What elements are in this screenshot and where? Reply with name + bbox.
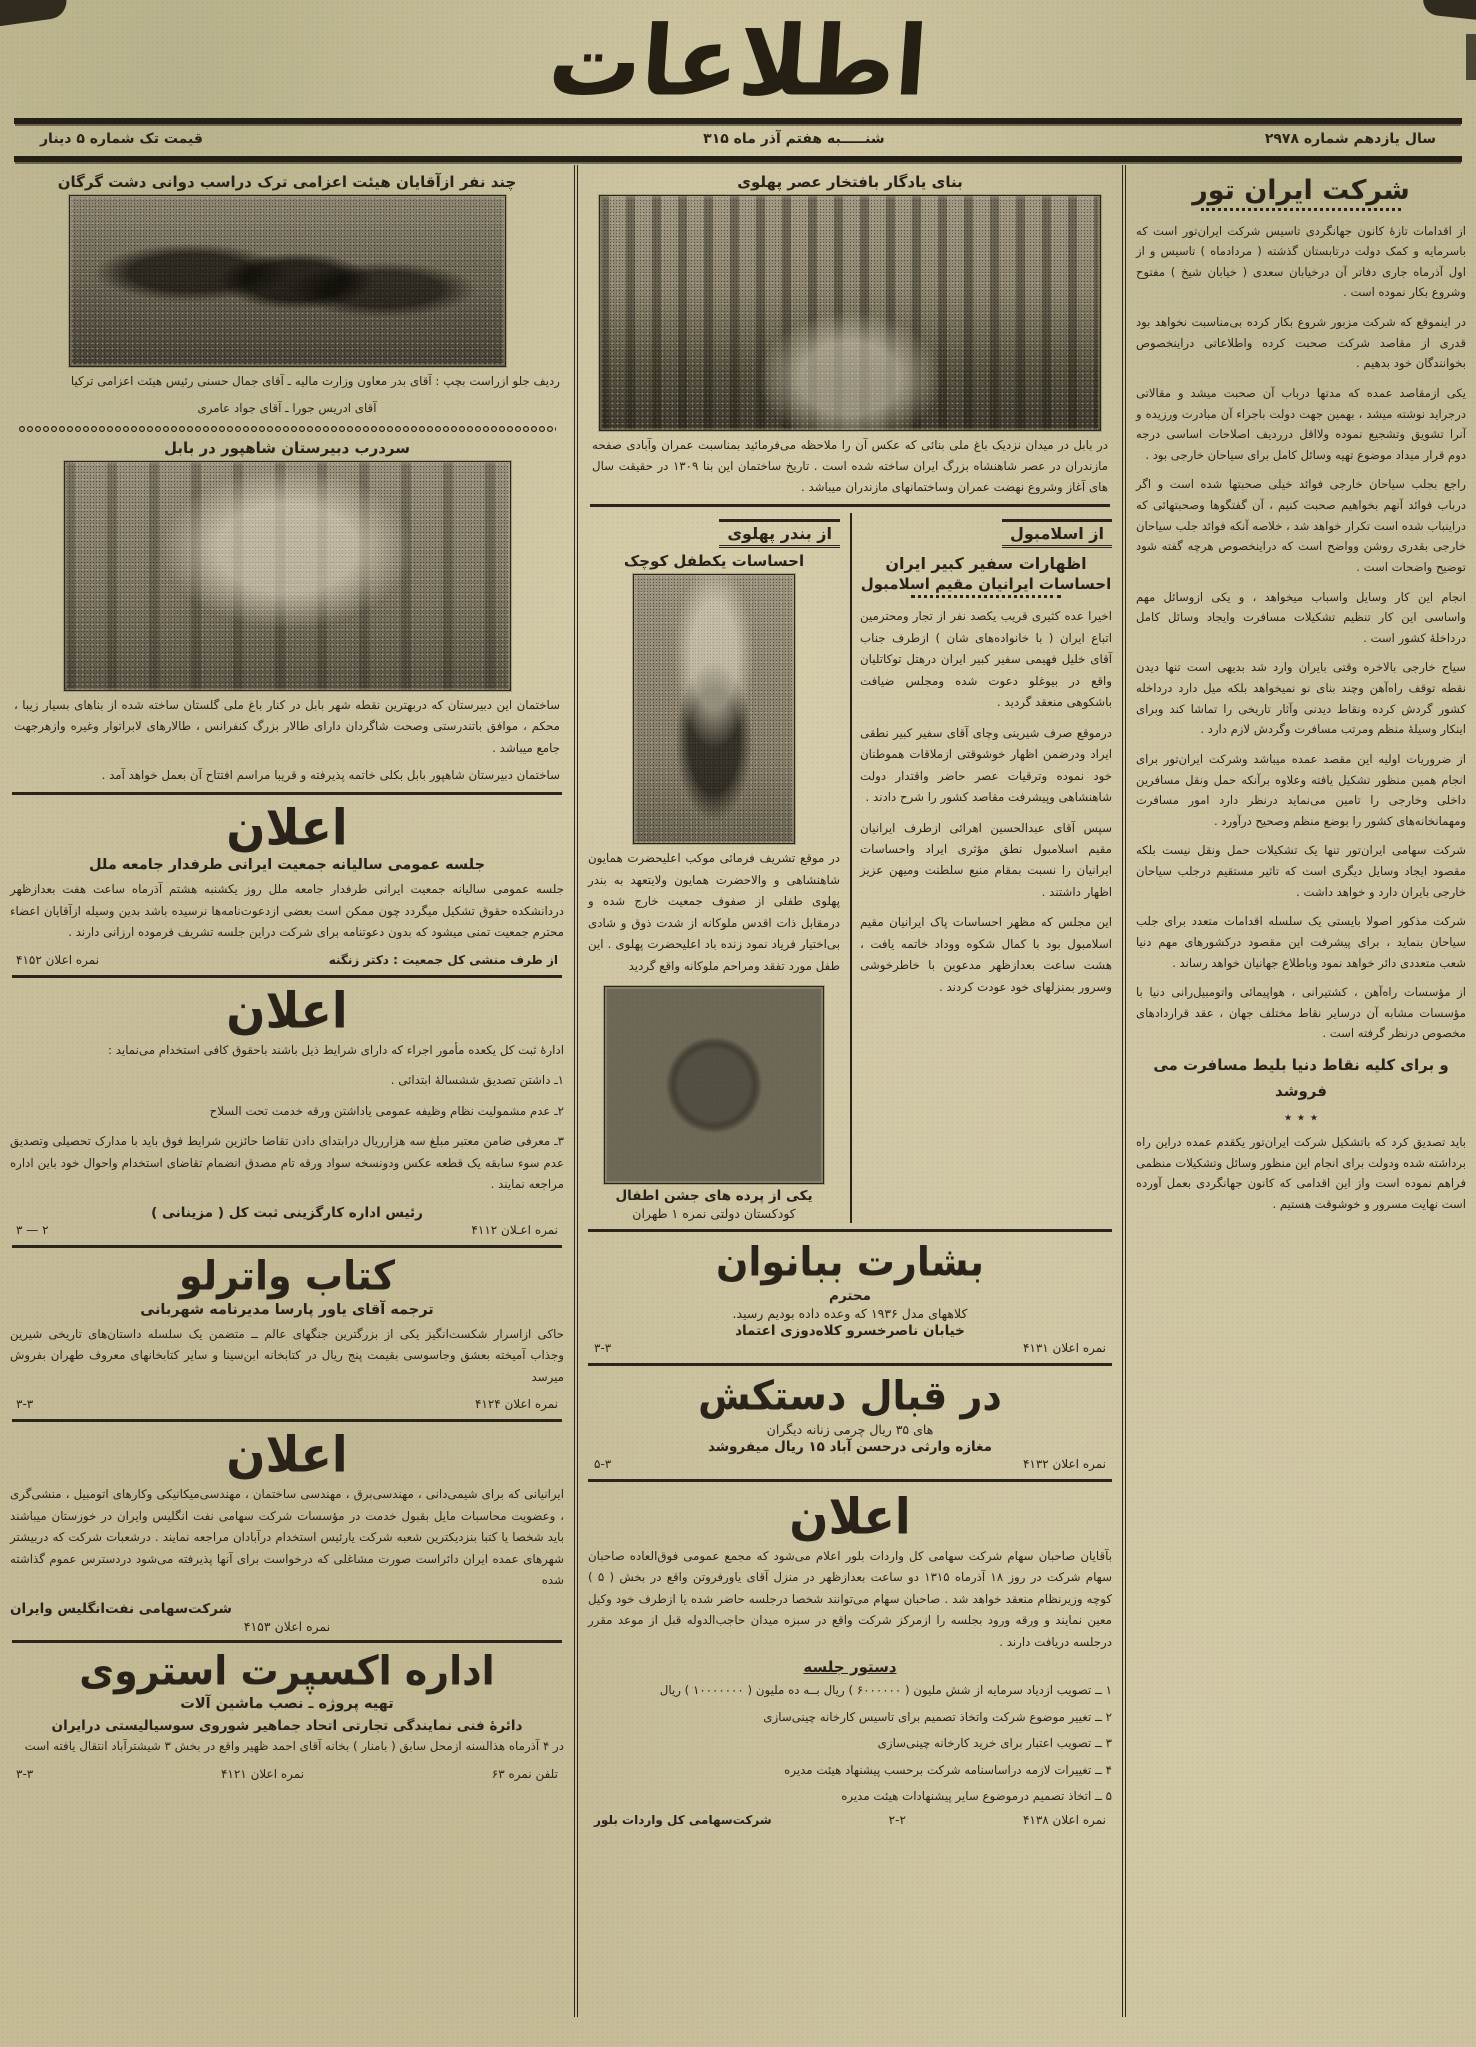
waterloo-meta xyxy=(16,1397,558,1411)
ad-glass-intro: بآقایان صاحبان سهام شرکت سهامی کل واردات بلور اعلام می‌شود که مجمع عمومی فوق‌العاده صاحبان سهام شرکت در روز ۱۸ آذرماه ۱۳۱۵ دو ساعت بعدازظهر در منزل آقای یاورفروتن واقع در بخش ( ۵ ) کوچه وزیرنظام منعقد خواهد شد . صاحبان سهام می‌توانند شخصا درجلسه حاضر شده یا ازطرف خود وکیل معین نمایند و ورقه ورود بجلسه را ازمرکز شرکت واقع در سبزه میدان حاجب‌الدوله قبل از موعد مقرر درجلسه دریافت دارند . xyxy=(588,1549,1112,1649)
istanbul-title-2: احساسات ایرانیان مقیم اسلامبول xyxy=(860,575,1112,594)
iran-tour-paragraph: شرکت مذکور اصولا بایستی یک سلسله اقدامات متعدد برای جلب سیاحان بنماید ، برای پیشرفت این مقصود درکشورهای مهم دنیا شعب متعددی دائر خواهد نمود وباطلاع جهانیان خواهد رساند . xyxy=(1136,914,1466,970)
masthead-rule-bottom xyxy=(14,156,1462,162)
ad-gloves xyxy=(588,1363,1112,1471)
announcement-meta xyxy=(16,1223,558,1237)
waterloo-title: کتاب واترلو xyxy=(179,1252,395,1300)
announcement-intro: ادارهٔ ثبت کل یکعده مأمور اجراء که دارای شرایط ذیل باشند باحقوق کافی استخدام می‌نماید : xyxy=(108,1043,564,1057)
ad-hats-line2: کلاههای مدل ۱۹۳۶ که وعده داده بودیم رسید. xyxy=(732,1305,968,1321)
iran-tour-paragraph: در اینموقع که شرکت مزبور شروع بکار کرده بی‌مناسبت نخواهد بود قدری از مقاصد شرکت صحبت کرده واطلاعاتی دراینخصوص بخوانندگان خود بدهیم . xyxy=(1136,315,1466,371)
column-iran-tour xyxy=(1126,165,1476,2017)
iran-tour-paragraph: راجع بجلب سیاحان خارجی فوائد خیلی صحبتها شده است و اگر درباب فوائد آنهم بخواهیم صحبت کنیم ، آن گفتگوها وصحبتهائی که دراینباب شده است تکرار خواهد شد ، خلاصه آنکه فوائد جلب سیاحان خارجی بقدری روشن وواضح است که دراینخصوص هرچه گفته شود توضیح واضحات است . xyxy=(1136,477,1466,574)
ad-waterloo-book xyxy=(10,1252,564,1412)
agenda-item: ۲ ــ تغییر موضوع شرکت واتخاذ تصمیم برای تاسیس کارخانه چینی‌سازی xyxy=(763,1709,1112,1724)
photo-school-entrance xyxy=(64,461,511,691)
ad-number: نمره اعلان ۴۱۳۲ xyxy=(1022,1456,1106,1471)
ad-run-count: ۳-۳ xyxy=(594,1340,612,1355)
monument-caption: در بابل در میدان نزدیک باغ ملی بنائی که عکس آن را ملاحظه می‌فرمائید بمناسبت عمران وآبادی صفحه مازندران در عصر شاهنشاه بزرگ ایران ساخته شده است . تاریخ ساختمان این بنا ۱۳۰۹ در حقیقت سال های آغاز وشروع نهضت عمران وساختمانهای مازندران میباشد . xyxy=(592,437,1108,495)
iran-tour-paragraph: از مؤسسات راه‌آهن ، کشتیرانی ، هواپیمائی واتومبیل‌رانی دنیا با مؤسسات مشابه آن درسایر نقاط مختلف جهان ، عقد قراردادهای مخصوص درنظر گرفته است . xyxy=(1136,985,1466,1041)
iran-tour-paragraph: سیاح خارجی بالاخره وقتی بایران وارد شد بدیهی است تنها دیدن نقطه توقف راه‌آهن وچند بنای نو نمیخواهد بلکه میل دارد درداخله کشور گردش کرده ونقاط دیدنی وآثار تاریخی را تماشا کند وبرای اینکار وسیلهٔ منظم ومرتب مسافرت وگردش لازم دارد . xyxy=(1136,660,1466,737)
issue-date: شنـــــبه هفتم آذر ماه ۳۱۵ xyxy=(703,130,885,147)
istanbul-kicker: از اسلامبول xyxy=(1002,519,1112,548)
school-caption-2: ساختمان دبیرستان شاهپور بابل بکلی خاتمه پذیرفته و قریبا مراسم افتتاح آن بعمل خواهد آمد . xyxy=(101,767,560,782)
school-photo-title: سردرب دبیرستان شاهپور در بابل xyxy=(163,439,411,458)
ad-glass-title: اعلان xyxy=(789,1486,911,1545)
photo-child xyxy=(633,574,795,844)
issue-number: سال یازدهم شماره ۲۹۷۸ xyxy=(1264,130,1436,147)
export-body: در ۴ آذرماه هذالسنه ازمحل سابق ( بامنار ) بخانه آقای احمد ظهیر واقع در بخش ۳ شیشترآباد انتقال یافته است xyxy=(24,1739,564,1754)
bandar-article xyxy=(588,513,840,1223)
iran-tour-closing: باید تصدیق کرد که باتشکیل شرکت ایران‌تور یکقدم عمده دراین راه برداشته شده ودولت برای انجام این منظور وسائل وتشکیلات منظمی فراهم نموده است واز این اقدامی که کانون جهانگردی بعمل آورده است نهایت مسرور و خوشوقت هستیم . xyxy=(1136,1135,1466,1211)
iran-tour-title: شرکت ایران تور xyxy=(1192,174,1410,206)
section-rule xyxy=(12,792,562,795)
announcement-signature: از طرف منشی کل جمعیت : دکتر زنگنه xyxy=(328,952,558,967)
ad-gloves-line2: مغازه وارثی درحسن آباد ۱۵ ریال میفروشد xyxy=(707,1438,993,1455)
masthead xyxy=(0,0,1476,118)
ad-number: نمره اعلان ۴۱۳۱ xyxy=(1022,1340,1106,1355)
ad-run-count: ۲ — ۳ xyxy=(16,1222,49,1237)
kids-caption: یکی از پرده های جشن اطفال xyxy=(615,1188,813,1205)
turk-photo-caption-2: آقای ادریس جورا ـ آقای جواد عامری xyxy=(197,400,377,415)
school-caption: ساختمان این دبیرستان که دربهترین نقطه شهر بابل در کنار باغ ملی گلستان ساخته شده از بناهای بسیار زیبا ، محکم ، موافق باتندرستی وصحت شاگردان دارای طالار بزرگ کنفرانس ، طالارهای لابراتوار وغیره وازهرجهت جامع میباشد . xyxy=(14,698,560,755)
ad-number: نمره اعلان ۴۱۵۲ xyxy=(16,952,100,967)
ad-number: نمره اعـلان ۴۱۱۲ xyxy=(471,1222,558,1237)
ad-number: نمره اعلان ۴۱۳۸ xyxy=(1022,1812,1106,1827)
turk-photo-caption: ردیف جلو ازراست بچپ : آقای بدر معاون وزارت مالیه ـ آقای جمال حسنی رئیس هیئت اعزامی ترکیا xyxy=(70,373,560,388)
istanbul-title-1: اظهارات سفیر کبیر ایران xyxy=(885,554,1087,574)
iran-tour-highlight: و برای کلیه نقاط دنیا بلیط مسافرت می فروشد xyxy=(1153,1056,1449,1100)
turk-photo-title: چند نفر ازآقایان هیئت اعزامی ترک دراسب دوانی دشت گرگان xyxy=(57,172,517,191)
announcement-league xyxy=(10,797,564,967)
photo-children-group xyxy=(604,986,824,1184)
title-separator xyxy=(911,595,1061,598)
istanbul-paragraph: سپس آقای عبدالحسین اهرائی ازطرف ایرانیان مقیم اسلامبول نطق مؤثری ایراد واحساسات ایرانیان را نسبت بمقام منیع سلطنت ومیهن عزیز اظهار داشتند . xyxy=(860,820,1112,899)
ad-number: نمره اعلان ۴۱۲۱ xyxy=(220,1766,305,1781)
ad-hats-line1: محترم xyxy=(829,1287,871,1304)
kids-caption-sub: کودکستان دولتی نمره ۱ طهران xyxy=(632,1206,796,1222)
ad-hats xyxy=(588,1229,1112,1355)
section-rule xyxy=(12,1245,562,1248)
announcement-subtitle: جلسه عمومی سالیانه جمعیت ایرانی طرفدار جامعه ملل xyxy=(88,857,486,874)
ad-glass-company xyxy=(588,1479,1112,1827)
section-rule xyxy=(12,1419,562,1422)
iran-tour-paragraph: شرکت سهامی ایران‌تور تنها یک تشکیلات حمل ونقل نیست بلکه مقصود ایجاد وسایل دیگری است که تاثیر مستقیم درجلب سیاحان خارجی بایران دارد و خواهد داشت . xyxy=(1136,843,1466,899)
section-rule xyxy=(12,975,562,978)
ad-gloves-line1: های ۳۵ ریال چرمی زنانه دیگران xyxy=(766,1421,934,1437)
agenda-item: ۳ ــ تصویب اعتبار برای خرید کارخانه چینی‌سازی xyxy=(877,1736,1112,1751)
newspaper-title: اطلاعات xyxy=(545,5,931,118)
ad-run-count: ۳-۳ xyxy=(16,1766,34,1781)
ad-hats-title: بشارت ببانوان xyxy=(715,1238,985,1286)
ad-run-count: ۲-۲ xyxy=(888,1812,906,1827)
announcement-body: جلسه عمومی سالیانه جمعیت ایرانی طرفدار جامعه ملل روز یکشنبه هشتم آذرماه ساعت هفت بعدازظهر دردانشکده حقوق تشکیل میگردد چون ممکن است بعضی ازدعوت‌نامه‌ها نرسیده باشد بدین وسیله ازآقایان اعضاء محترم جمعیت تمنی میشود که بدون دعوتنامه برای شرکت دراین جلسه تشریف فرموده ارزانی دارند . xyxy=(10,882,564,940)
announcement-meta xyxy=(16,953,558,967)
istanbul-article xyxy=(850,513,1112,1223)
waterloo-subtitle: ترجمه آقای یاور پارسا مدیرنامه شهربانی xyxy=(140,1301,434,1318)
export-title: اداره اکسپرت استروی xyxy=(79,1647,495,1694)
agenda-title: دستور جلسه xyxy=(803,1658,897,1677)
section-separator-stars: ٭ ٭ ٭ xyxy=(1283,1108,1319,1127)
ad-gloves-meta xyxy=(594,1457,1106,1471)
photo-turkish-delegation xyxy=(69,195,506,367)
column-middle xyxy=(574,165,1126,2017)
agenda-item: ۱ ــ تصویب ازدیاد سرمایه از شش ملیون ( ۶۰۰۰۰۰۰ ) ریال بــه ده ملیون ( ۱۰۰۰۰۰۰۰ ) ریال xyxy=(659,1683,1112,1698)
phone-number: تلفن نمره ۶۳ xyxy=(491,1766,558,1781)
iran-tour-paragraph: انجام این کار وسایل واسباب میخواهد ، و یکی ازوسائل مهم واساسی این کار تنظیم تشکیلات مسافرت وایجاد وسائل کامل درداخلهٔ کشور است . xyxy=(1136,589,1466,645)
issue-price: قیمت تک شماره ۵ دینار xyxy=(40,130,203,147)
istanbul-paragraph: اخیرا عده کثیری قریب یکصد نفر از تجار ومحترمین اتباع ایران ( با خانواده‌های شان ) ازطرف جناب آقای خلیل فهیمی سفیر کبیر ایران درهتل توکاتلیان واقع در بیوغلو دعوت شده ومجلس ضیافت باشکوهی منعقد گردید . xyxy=(860,609,1112,710)
bandar-title: احساسات یکطفل کوچک xyxy=(623,552,805,571)
column-left xyxy=(0,165,574,2017)
announcement-heading: اعلان xyxy=(226,1424,348,1484)
monument-title: بنای یادگار بافتخار عصر پهلوی xyxy=(737,172,963,191)
export-subtitle: تهیه پروژه ـ نصب ماشین آلات xyxy=(180,1696,394,1713)
ad-gloves-title: در قبال دستکش xyxy=(698,1372,1002,1420)
photo-monument xyxy=(599,195,1101,431)
announcement-heading: اعلان xyxy=(226,797,348,857)
ad-export-office xyxy=(10,1647,564,1781)
announcement-signature: شرکت‌سهامی نفت‌انگلیس وایران xyxy=(10,1600,232,1617)
dateline xyxy=(0,124,1476,153)
announcement-body: ایرانیانی که برای شیمی‌دانی ، مهندسی‌برق ، مهندسی ساختمان ، مهندسی‌میکانیکی وکارهای اتومبیل ، منشی‌گری ، وعضویت محاسبات مایل بقبول خدمت در مؤسسات شرکت سهامی نفت انگلیس وایران در خوزستان میباشند باید شخصا یا کتبا بنزدیکترین شعبه شرکت یارئیس استخدام درآبادان مراجعه نمایند . درشعبات شرکت که دربیشتر شهرهای عمده ایران دائراست صورت مشاغلی که درخواست برای آنها پذیرفته می‌شود دردسترس عموم گذاشته شده xyxy=(10,1487,564,1588)
agenda-item: ۵ ــ اتخاذ تصمیم درموضوع سایر پیشنهادات هیئت مدیره xyxy=(841,1789,1112,1804)
page-columns xyxy=(0,165,1476,2017)
iran-tour-paragraph: از ضروریات اولیه این مقصد عمده میباشد وشرکت ایران‌تور برای انجام همین منظور تشکیل یافته وعلاوه برآنکه حمل ونقل مسافرین داخلی وخارجی را تامین می‌نماید درنظر دارد امور مسافرت ومهمانخانه‌های کشور را بوضع منظم وصحیح درآورد . xyxy=(1136,751,1466,828)
ad-run-count: ۳-۳ xyxy=(16,1397,34,1412)
title-separator xyxy=(1201,208,1401,211)
agenda-item: ۴ ــ تغییرات لازمه دراساسنامه شرکت برحسب پیشنهاد هیئت مدیره xyxy=(784,1762,1112,1777)
announcement-item: ۳ـ معرفی ضامن معتبر مبلغ سه هزارریال درابتدای دادن تقاضا حائزین شرایط فوق باید با مدارک تحصیلی وتصدیق عدم سوء سابقه یک قطعه عکس ودونسخه سواد ورقه تام مصدق انضمام تقاضای استخدام واحوال خود باین اداره مراجعه نمایند . xyxy=(10,1134,564,1192)
ad-run-count: ۵-۳ xyxy=(594,1456,612,1471)
export-line: دائرهٔ فنی نمایندگی تجارتی اتحاد جماهیر شوروی سوسیالیستی درایران xyxy=(51,1718,523,1735)
istanbul-paragraph: این مجلس که مظهر احساسات پاک ایرانیان مقیم اسلامبول بود با کمال شکوه ووداد خاتمه یافت ، هشت ساعت بعدازظهر مدعوین با خاطرخوشی وسرور بمنزلهای خود عودت کردند . xyxy=(860,915,1112,994)
ad-signature: شرکت‌سهامی کل واردات بلور xyxy=(594,1812,772,1827)
section-rule xyxy=(590,504,1110,507)
export-meta xyxy=(16,1767,558,1781)
ad-glass-meta xyxy=(594,1813,1106,1827)
announcement-heading: اعلان xyxy=(226,980,348,1039)
iran-tour-paragraph: از اقدامات تازهٔ کانون جهانگردی تاسیس شرکت ایران‌تور است که باسرمایه و کمک دولت درتابستان گذشته ( مردادماه ) تاسیس و از اول آذرماه جاری دفاتر آن درخیابان سعدی ( خیابان شیخ ) مفتوح وشروع بکار نموده است . xyxy=(1136,223,1466,300)
istanbul-paragraph: درموقع صرف شیرینی وچای آقای سفیر کبیر نطقی ایراد ودرضمن اظهار خوشوقتی ازملاقات هموطنان خود نموده وترقیات عصر حاضر واقتدار دولت شاهنشاهی وپیشرفت مقاصد کشور را شرح دادند . xyxy=(860,725,1112,805)
middle-subcolumns xyxy=(588,513,1112,1223)
announcement-registry xyxy=(10,980,564,1237)
announcement-item: ۱ـ داشتن تصدیق ششسالهٔ ابتدائی . xyxy=(390,1073,564,1088)
bandar-body: در موقع تشریف فرمائی موکب اعلیحضرت همایون شاهنشاهی و والاحضرت همایون ولایتعهد به بندر پهلوی طفلی از صفوف جمعیت خارج شده و درمقابل ذات اقدس ملوکانه از شدت ذوق و شادی بی‌اختیار فریاد نمود زنده باد اعلیحضرت پهلوی . این طفل مورد تفقد ومراحم ملوکانه واقع گردید xyxy=(588,851,840,973)
ad-hats-line3: خیابان ناصرخسرو کلاه‌دوزی اعتماد xyxy=(735,1322,965,1339)
announcement-item: ۲ـ عدم مشمولیت نظام وظیفه عمومی یاداشتن ورقه خدمت تحت السلاح xyxy=(209,1103,564,1118)
section-rule xyxy=(12,1640,562,1643)
announcement-oil-company xyxy=(10,1424,564,1634)
ad-number: نمره اعلان ۴۱۲۴ xyxy=(474,1397,558,1412)
waterloo-body: حاکی ازاسرار شکست‌انگیز یکی از بزرگترین جنگهای عالم ــ متضمن یک سلسله داستان‌های تاریخی شیرین وجذاب آمیخته بعشق وجاسوسی بقیمت پنج ریال در کتابخانه ابن‌سینا و سایر کتابخانهای معروف طهران بفروش میرسد xyxy=(10,1326,564,1384)
ad-hats-meta xyxy=(594,1341,1106,1355)
squiggle-separator xyxy=(18,425,556,433)
iran-tour-paragraph: یکی ازمقاصد عمده که مدتها درباب آن صحبت میشد و مقالاتی درجراید نوشته میشد ، بهمین جهت دولت باجراء آن مبادرت ورزیده و آنرا تشویق وتشجیع نموده ولااقل درردیف اصلاحات اساسی درجه دوم قرار میداد موضوع تهیه وسائل کامل برای سیاحان خارجی بود . xyxy=(1136,385,1466,462)
announcement-signature: رئیس اداره کارگزینی ثبت کل ( مزینانی ) xyxy=(151,1204,423,1221)
bandar-kicker: از بندر پهلوی xyxy=(719,519,840,548)
ad-number: نمره اعلان ۴۱۵۳ xyxy=(243,1618,331,1634)
